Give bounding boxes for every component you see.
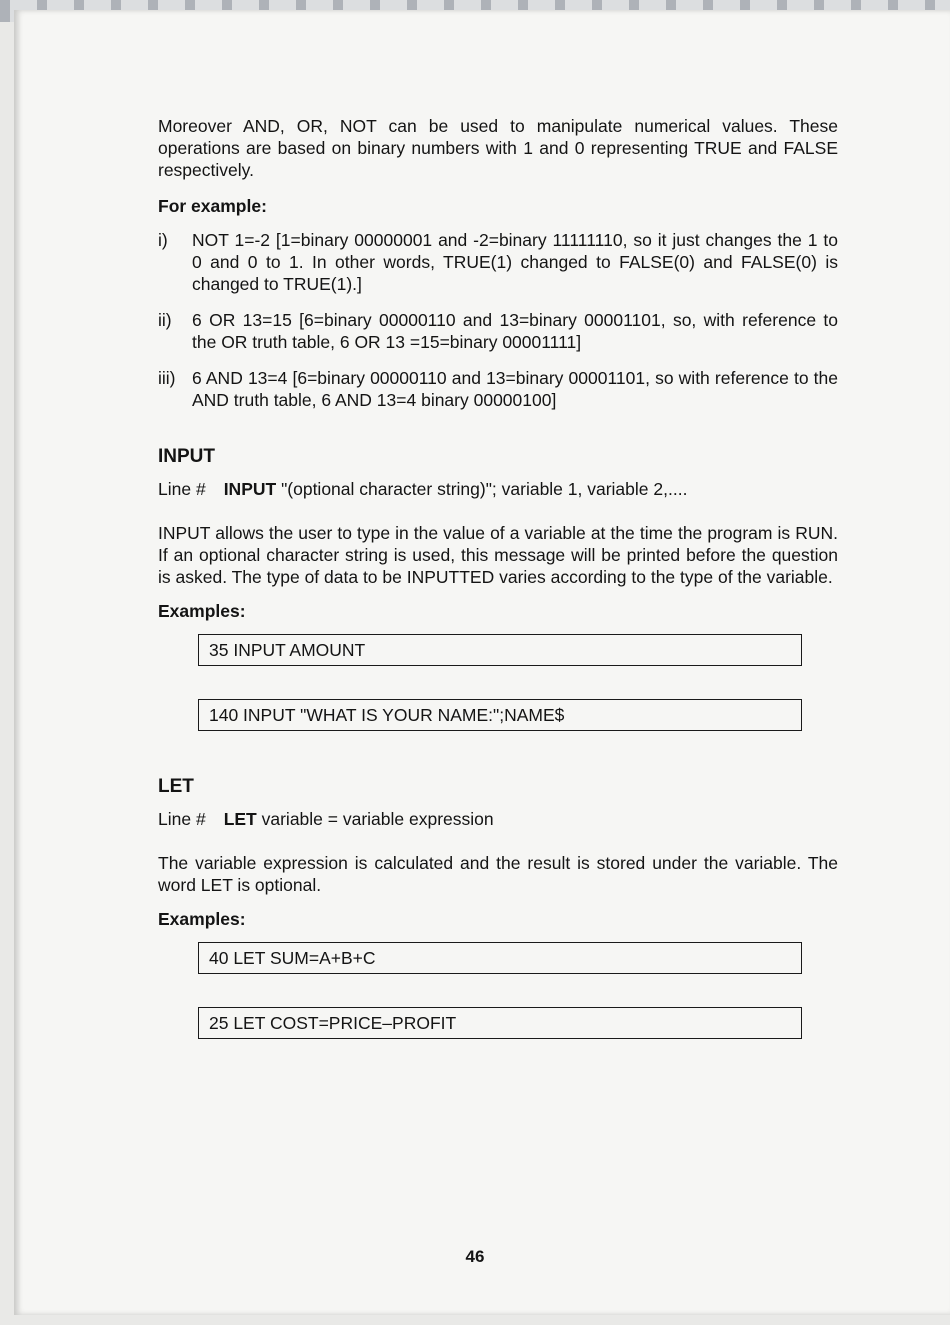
- syntax-prefix: Line #: [158, 479, 206, 499]
- example-number: iii): [158, 368, 176, 388]
- let-description: The variable expression is calculated and the result is stored under the variable. The word LET is optional.: [158, 853, 838, 895]
- example-text: NOT 1=-2 [1=binary 00000001 and -2=binary 11111110, so it just changes the 1 to 0 and 0 to 1. In other words, TRUE(1) changed to FALSE(0) and FALSE(0) is changed to TRUE(1).]: [192, 230, 838, 294]
- example-number: i): [158, 230, 168, 250]
- syntax-keyword: INPUT: [223, 479, 277, 499]
- example-text: 6 OR 13=15 [6=binary 00000110 and 13=binary 00001101, so, with reference to the OR truth table, 6 OR 13 =15=binary 00001111]: [192, 310, 838, 352]
- example-text: 6 AND 13=4 [6=binary 00000110 and 13=binary 00001101, so with reference to the AND truth table, 6 AND 13=4 binary 00000100]: [192, 368, 838, 410]
- input-examples-heading: Examples:: [158, 601, 246, 621]
- code-example-box: 40 LET SUM=A+B+C: [198, 942, 802, 974]
- let-syntax: [158, 808, 838, 830]
- syntax-rest: variable = variable expression: [261, 809, 494, 829]
- example-item-1: [158, 229, 838, 295]
- let-section-title: LET: [158, 776, 194, 797]
- input-syntax: [158, 478, 838, 500]
- example-number: ii): [158, 310, 172, 330]
- code-example-box: 140 INPUT "WHAT IS YOUR NAME:";NAME$: [198, 699, 802, 731]
- syntax-prefix: Line #: [158, 809, 206, 829]
- syntax-keyword: LET: [223, 809, 257, 829]
- let-examples-heading: Examples:: [158, 909, 246, 929]
- code-example-box: 25 LET COST=PRICE–PROFIT: [198, 1007, 802, 1039]
- example-item-3: [158, 367, 838, 411]
- code-example-box: 35 INPUT AMOUNT: [198, 634, 802, 666]
- intro-paragraph: Moreover AND, OR, NOT can be used to manipulate numerical values. These operations are based on binary numbers with 1 and 0 representing TRUE and FALSE respectively.: [158, 116, 838, 180]
- page-number: 46: [465, 1247, 485, 1266]
- input-description: INPUT allows the user to type in the value of a variable at the time the program is RUN. If an optional character string is used, this message will be printed before the question is asked. The type of data to be INPUTTED varies according to the type of the variable.: [158, 523, 838, 587]
- input-section-title: INPUT: [158, 446, 215, 467]
- for-example-heading: For example:: [158, 196, 267, 216]
- example-item-2: [158, 309, 838, 353]
- page-content: [158, 115, 838, 1039]
- syntax-rest: "(optional character string)"; variable 1, variable 2,....: [281, 479, 688, 499]
